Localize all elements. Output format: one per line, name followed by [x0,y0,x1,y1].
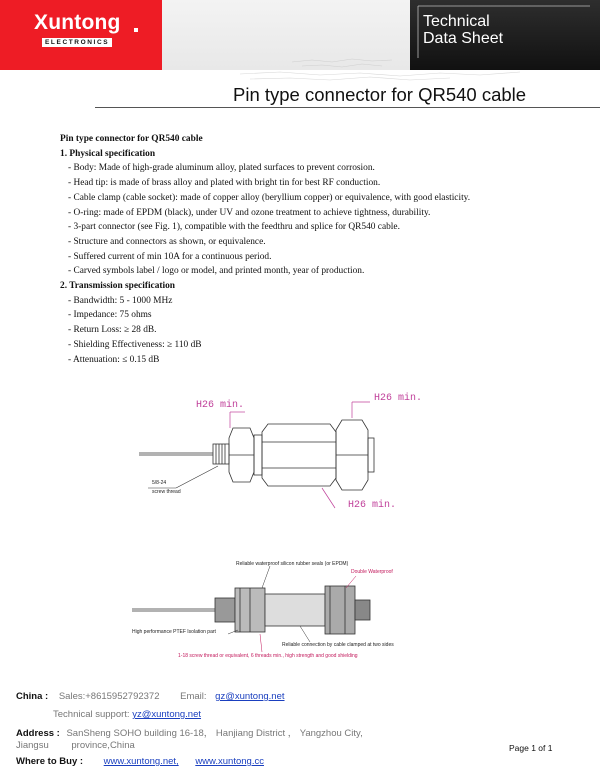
page-title: Pin type connector for QR540 cable [233,84,527,105]
footer-address-row [16,725,363,739]
thread-caption-label: screw thread [152,489,181,495]
transmission-spec-title: 2. Transmission specification [60,281,176,292]
website-link-net[interactable]: www.xuntong.net, [103,756,179,767]
spec-section [60,132,530,367]
thread-note-label: 1-18 screw thread or equivalent, 6 threads min., high strength and good shielding [178,653,358,659]
address-line2: province,China [71,740,135,751]
header-middle-band [162,0,410,70]
doc-type-line1: Technical [423,13,490,30]
address-line1: SanSheng SOHO building 16-18， Hanjiang District ， Yangzhou City, [66,728,363,739]
hex-dimension-right: H26 min. [374,393,423,404]
spec-item: - Bandwidth: 5 - 1000 MHz [68,295,173,306]
connector-outline-drawing [0,380,600,530]
double-waterproof-label: Double Waterproof [351,569,393,575]
spec-item: - Return Loss: ≥ 28 dB. [68,325,157,336]
email-label: Email: [180,691,207,702]
header [0,0,600,70]
spec-item: - Cable clamp (cable socket): made of copper alloy (beryllium copper) or equivalence, with good elasticity. [68,192,471,203]
title-underline [95,107,600,108]
connector-outline-svg [0,380,600,530]
address-province: Jiangsu [16,740,49,751]
brand-dot [134,28,138,32]
spec-item: - Impedance: 75 ohms [68,310,152,321]
connector-section-drawing [0,552,600,662]
email-link[interactable]: gz@xuntong.net [215,691,285,702]
brand-subtitle: ELECTRONICS [42,38,112,47]
brand-name: Xuntong [34,11,121,34]
support-email-link[interactable]: yz@xuntong.net [132,709,202,720]
spec-item: - 3-part connector (see Fig. 1), compatible with the feedthru and splice for QR540 cable. [68,222,400,233]
brand-logo [0,0,162,70]
sales-phone: Sales:+8615952792372 [58,691,160,702]
footer-address-row2 [16,740,135,751]
china-label: China : [16,691,49,702]
footer-china-row [16,691,285,702]
hex-dimension-bottom: H26 min. [348,500,397,511]
spec-heading: Pin type connector for QR540 cable [60,134,203,144]
spec-item: - Attenuation: ≤ 0.15 dB [68,354,160,365]
support-label: Technical support: [53,709,130,720]
page-number: Page 1 of 1 [509,743,553,753]
where-to-buy-label: Where to Buy : [16,756,84,767]
address-label: Address : [16,728,60,739]
clamp-label: Reliable connection by cable clamped at two sides [282,642,394,648]
spec-item: - Head tip: is made of brass alloy and plated with bright tin for best RF conduction. [68,178,381,189]
website-link-cc[interactable]: www.xuntong.cc [195,756,264,767]
spec-item: - Body: Made of high-grade aluminum alloy, plated surfaces to prevent corrosion. [68,163,375,174]
footer-buy-row [16,756,264,767]
spec-item: - Carved symbols label / logo or model, and printed month, year of production. [68,266,365,277]
hex-dimension-left: H26 min. [196,400,245,411]
thread-size-label: 5/8-24 [152,480,167,486]
header-watermark [162,0,410,70]
spec-item: - Suffered current of min 10A for a continuous period. [68,251,272,262]
doc-type-line2: Data Sheet [423,30,504,47]
doc-type [423,13,503,47]
spec-item: - O-ring: made of EPDM (black), under UV and ozone treatment to achieve tightness, durability. [68,207,431,218]
footer-support-row [53,709,201,720]
seal-label: Reliable waterproof silicon rubber seals (or EPDM) [236,561,349,567]
ptef-label: High performance PTEF Isolation part [132,629,216,635]
spec-item: - Shielding Effectiveness: ≥ 110 dB [68,339,202,350]
spec-item: - Structure and connectors as shown, or equivalence. [68,236,266,247]
physical-spec-title: 1. Physical specification [60,148,156,159]
